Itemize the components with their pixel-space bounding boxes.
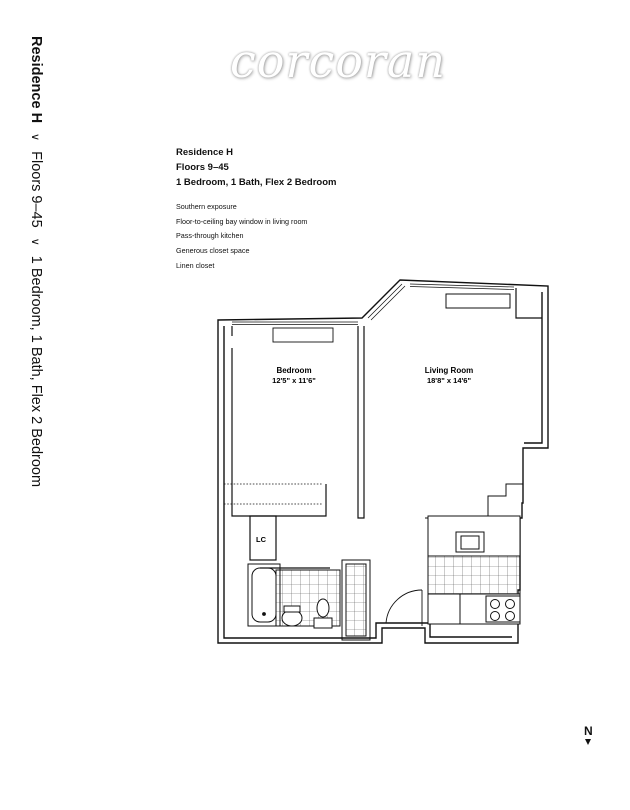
north-arrow-icon <box>585 739 591 745</box>
north-compass <box>584 724 593 745</box>
side-title-floors: Floors 9–45 <box>28 151 44 228</box>
side-title-type: 1 Bedroom, 1 Bath, Flex 2 Bedroom <box>28 255 44 488</box>
lc-label: LC <box>256 535 266 544</box>
unit-type: 1 Bedroom, 1 Bath, Flex 2 Bedroom <box>176 177 337 188</box>
unit-floors: Floors 9–45 <box>176 162 229 173</box>
floor-plan <box>210 278 560 648</box>
unit-info <box>176 145 336 274</box>
feature-item: Linen closet <box>176 260 215 270</box>
feature-item: Pass-through kitchen <box>176 231 244 241</box>
bathroom <box>248 560 370 640</box>
side-title-residence: Residence H <box>28 36 44 124</box>
corcoran-logo: corcoran <box>230 34 446 88</box>
bedroom-label: Bedroom <box>276 366 312 375</box>
entry-door <box>386 590 422 626</box>
feature-item: Floor-to-ceiling bay window in living room <box>176 216 308 226</box>
unit-residence: Residence H <box>176 147 234 158</box>
chevron-separator-icon: ∨ <box>29 237 41 246</box>
living-room-dims: 18'8" x 14'6" <box>426 376 472 385</box>
chevron-separator-icon: ∨ <box>29 133 41 142</box>
feature-item: Southern exposure <box>176 202 237 211</box>
bedroom-dims: 12'5" x 11'6" <box>272 376 316 385</box>
side-title <box>28 36 44 487</box>
living-features <box>425 288 542 518</box>
windows <box>232 284 514 325</box>
kitchen <box>428 516 520 624</box>
living-room-label: Living Room <box>424 366 474 375</box>
feature-item: Generous closet space <box>176 246 250 256</box>
north-label: N <box>584 724 593 738</box>
bedroom-walls <box>224 326 364 518</box>
feature-list <box>176 200 336 274</box>
